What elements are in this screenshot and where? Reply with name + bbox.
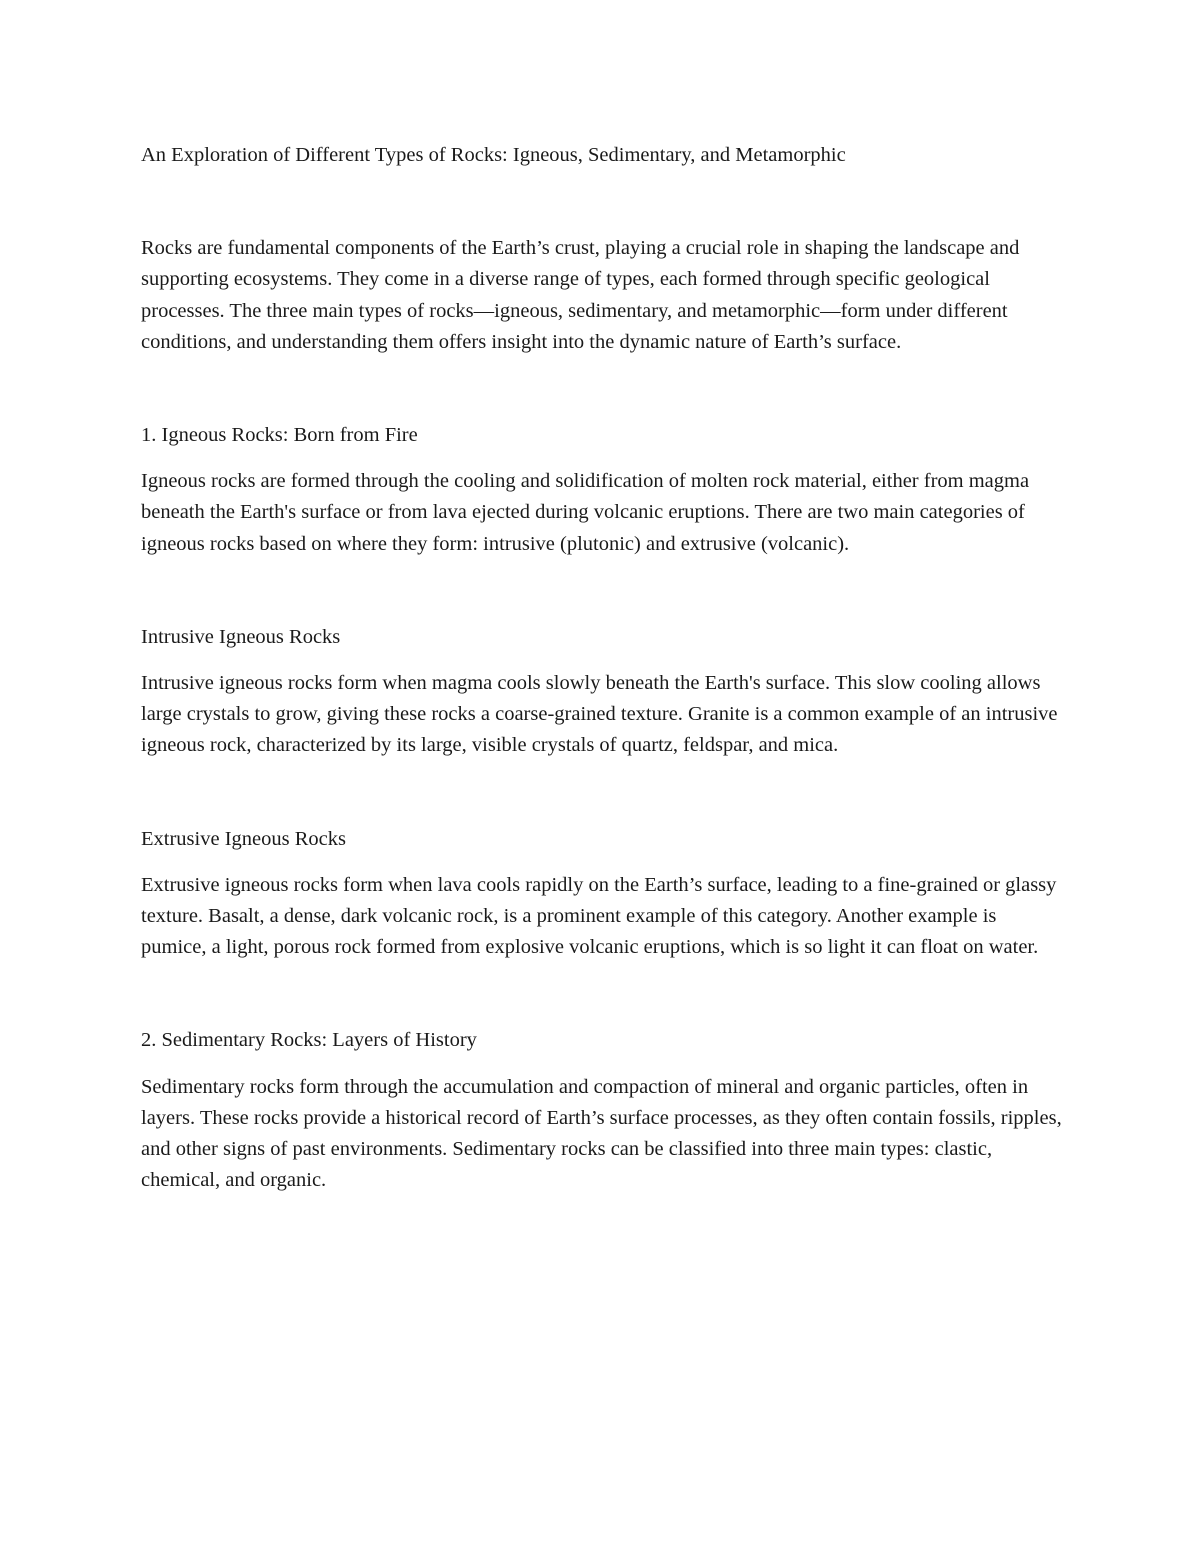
- section-body-sedimentary: Sedimentary rocks form through the accumulation and compaction of mineral and organic particles, often in layers. These rocks provide a historical record of Earth’s surface processes, as they often contain fossils, ripples, and other signs of past environments. Sedimentary rocks can be classified into three main types: clastic, chemical, and organic.: [141, 1075, 1062, 1192]
- document-body: [141, 140, 1066, 1258]
- section-heading-sedimentary: 2. Sedimentary Rocks: Layers of History: [141, 1029, 477, 1052]
- document-title: An Exploration of Different Types of Rocks: Igneous, Sedimentary, and Metamorphic: [141, 144, 846, 166]
- section-heading-igneous: 1. Igneous Rocks: Born from Fire: [141, 424, 418, 447]
- section-heading-intrusive: Intrusive Igneous Rocks: [141, 625, 341, 648]
- intro-paragraph: Rocks are fundamental components of the Earth’s crust, playing a crucial role in shaping the landscape and supporting ecosystems. They come in a diverse range of types, each formed through specific geological processes. The three main types of rocks—igneous, sedimentary, and metamorphic—form under different conditions, and understanding them offers insight into the dynamic nature of Earth’s surface.: [141, 237, 1020, 353]
- section-body-extrusive: Extrusive igneous rocks form when lava cools rapidly on the Earth’s surface, leading to a fine-grained or glassy texture. Basalt, a dense, dark volcanic rock, is a prominent example of this category. Another example is pumice, a light, porous rock formed from explosive volcanic eruptions, which is so light it can float on water.: [141, 873, 1057, 959]
- section-heading-extrusive: Extrusive Igneous Rocks: [141, 827, 346, 850]
- section-body-intrusive: Intrusive igneous rocks form when magma cools slowly beneath the Earth's surface. This slow cooling allows large crystals to grow, giving these rocks a coarse-grained texture. Granite is a common example of an intrusive igneous rock, characterized by its large, visible crystals of quartz, feldspar, and mica.: [141, 672, 1058, 757]
- section-body-igneous: Igneous rocks are formed through the cooling and solidification of molten rock material, either from magma beneath the Earth's surface or from lava ejected during volcanic eruptions. There are two main categories of igneous rocks based on where they form: intrusive (plutonic) and extrusive (volcanic).: [141, 470, 1030, 555]
